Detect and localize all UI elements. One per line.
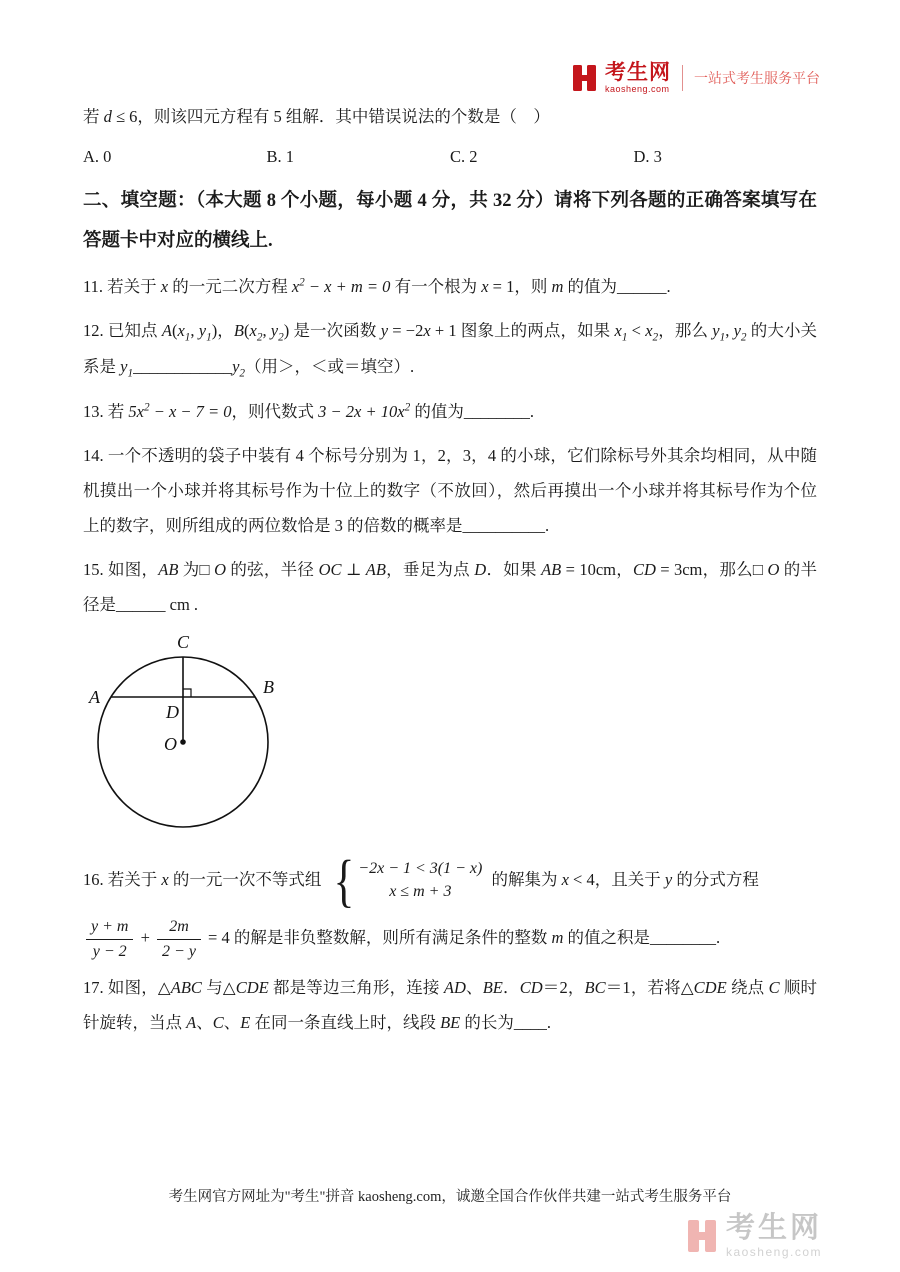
text-run: 的大小关系是 <box>83 320 818 376</box>
text-run: + 1 图象上的两点，如果 <box>430 320 615 340</box>
text-run: 的一元二次方程 <box>168 276 292 296</box>
text-run: )， <box>211 320 234 340</box>
text-run: + <box>136 927 155 947</box>
text-run: 13. 若 <box>83 402 129 422</box>
math-run: CDE <box>693 978 727 998</box>
circle-figure <box>83 632 817 841</box>
inequality-system <box>330 847 483 913</box>
brand-domain: kaosheng.com <box>605 84 670 94</box>
text-run: ≤ 6，则该四元方程有 5 组解．其中错误说法的个数是（ ） <box>111 107 550 126</box>
text-run: 的分式方程 <box>672 869 759 889</box>
math-run: AB <box>365 559 386 579</box>
fraction-numerator: 2m <box>157 916 201 940</box>
math-power: $10x^2$ <box>380 401 411 422</box>
system-rows <box>358 859 482 904</box>
brand-name: 考生网 <box>605 61 671 84</box>
text-run: 的一元一次不等式组 <box>168 869 326 889</box>
brand-header <box>572 62 820 94</box>
math-run: x <box>160 276 169 296</box>
math-run: x <box>481 276 489 296</box>
fraction-denominator: y − 2 <box>92 942 127 960</box>
text-run: （用＞，＜或＝填空）. <box>245 356 415 376</box>
label-O: O <box>164 733 177 754</box>
math-power: $5x^2$ <box>128 401 150 422</box>
question-16 <box>83 847 817 913</box>
watermark-brand: 考生网 <box>725 1212 822 1244</box>
math-subscript: $y_2$ <box>232 356 245 380</box>
label-C: C <box>176 631 190 652</box>
text-run: < <box>627 320 646 340</box>
math-run: CD <box>519 978 543 998</box>
text-run: ＝1，若将△ <box>605 978 694 998</box>
math-run: BE <box>482 978 503 998</box>
math-subscript: $y_1$ <box>712 320 726 344</box>
circle-diagram <box>83 632 295 836</box>
fraction <box>157 916 201 962</box>
system-row: −2x − 1 < 3(1 − x) <box>358 859 483 877</box>
text-run: 14. 一个不透明的袋子中装有 4 个标号分别为 1，2，3，4 的小球，它们除标号外其余均相同，从中随机摸出一个小球并将其标号作为十位上的数字（不放回），然后再摸出一个小球并将其标号作为个位上的数字，则所组成的两位数恰是 3 的倍数的概率是__________. <box>83 445 817 535</box>
fraction-numerator: y + m <box>86 916 133 940</box>
text-run: 都是等边三角形，连接 <box>268 978 444 998</box>
math-run: − x − 7 = 0 <box>149 402 232 422</box>
math-subscript: $y_2$ <box>733 320 747 344</box>
math-run: m <box>551 276 564 296</box>
text-run: = −2 <box>388 320 424 340</box>
kaosheng-logo-icon <box>572 64 598 92</box>
fraction-denominator: 2 − y <box>162 942 196 960</box>
question-12 <box>83 314 817 386</box>
math-run: AB <box>158 559 179 579</box>
question-13 <box>83 395 817 430</box>
math-run: y <box>664 869 673 889</box>
text-run: 顺时针旋转，当点 <box>83 978 818 1033</box>
text-run: = 10cm， <box>561 559 633 579</box>
text-run: ____________ <box>133 356 233 376</box>
label-A: A <box>89 686 100 707</box>
text-run: 15. 如图， <box>83 559 159 579</box>
text-run: < 4，且关于 <box>568 869 665 889</box>
text-run: 与△ <box>201 978 236 998</box>
system-row: x ≤ m + 3 <box>389 883 452 901</box>
math-run: CD <box>632 559 656 579</box>
text-run: 、 <box>196 1013 213 1033</box>
math-run: x <box>161 869 169 889</box>
math-run: x <box>561 869 569 889</box>
text-run: 的解集为 <box>487 869 562 889</box>
text-run: ⊥ <box>341 559 366 579</box>
kaosheng-watermark-icon <box>687 1219 717 1253</box>
text-run: 16. 若关于 <box>83 869 162 889</box>
footer-text: 考生网官方网址为"考生"拼音 kaosheng.com，诚邀全国合作伙伴共建一站式考生服务平台 <box>168 1189 732 1205</box>
page-footer <box>0 1185 900 1206</box>
watermark <box>687 1214 822 1258</box>
text-run: 若 <box>83 107 104 126</box>
text-run: ． <box>502 978 520 998</box>
options-row <box>83 144 817 170</box>
text-run: ＝2， <box>542 978 585 998</box>
brand-divider <box>682 65 683 91</box>
text-run: 12. 已知点 <box>83 320 162 340</box>
option-c: C. 2 <box>450 146 478 166</box>
text-run: 在同一条直线上时，线段 <box>250 1013 441 1033</box>
math-run: m <box>551 927 564 947</box>
math-run: CDE <box>235 978 269 998</box>
math-run: C <box>768 978 780 998</box>
text-run: = 3cm，那么□ <box>655 559 768 579</box>
math-run: O <box>767 559 780 579</box>
right-angle-mark <box>183 689 191 697</box>
text-run: ．如果 <box>486 559 542 579</box>
text-run: = 4 的解是非负整数解，则所有满足条件的整数 <box>203 927 552 947</box>
math-run: C <box>212 1013 224 1033</box>
text-run: 的值为______. <box>563 276 671 296</box>
math-power: $x^2$ <box>291 276 305 296</box>
math-run: A <box>161 320 172 340</box>
math-run: − x + m = 0 <box>304 276 391 296</box>
label-B: B <box>263 676 274 697</box>
exam-content <box>83 100 817 1050</box>
text-run: 、 <box>465 978 483 998</box>
fraction <box>86 916 133 962</box>
section-heading: 二、填空题：（本大题 8 个小题，每小题 4 分，共 32 分）请将下列各题的正确答案填写在答题卡中对应的横线上. <box>83 191 817 252</box>
text-run: 为□ <box>178 559 215 579</box>
question-17 <box>83 971 817 1041</box>
math-run: x <box>423 320 431 340</box>
text-run: , <box>725 320 734 340</box>
math-run: OC <box>318 559 342 579</box>
math-subscript: $x_2$ <box>249 320 263 344</box>
watermark-domain: kaosheng.com <box>725 1245 822 1259</box>
math-subscript: $y_1$ <box>198 320 212 344</box>
text-run: , <box>262 320 271 340</box>
option-b: B. 1 <box>266 146 295 166</box>
question-11 <box>83 270 817 305</box>
center-dot <box>180 739 186 745</box>
watermark-text-block <box>726 1214 822 1258</box>
math-run: D <box>474 559 487 579</box>
math-run: BE <box>440 1013 461 1033</box>
math-subscript: $y_1$ <box>120 356 134 380</box>
math-run: O <box>214 559 227 579</box>
option-a: A. 0 <box>83 146 112 166</box>
text-run: = 1，则 <box>488 276 552 296</box>
text-run: 的值之积是________. <box>563 927 721 947</box>
text-run: , <box>190 320 199 340</box>
brand-text-block <box>605 62 671 94</box>
text-run: 11. 若关于 <box>83 276 161 296</box>
text-run: ( <box>244 320 250 340</box>
option-d: D. 3 <box>633 146 662 166</box>
text-run: 的半径是______ cm . <box>83 559 818 614</box>
text-run: 绕点 <box>726 978 769 998</box>
text-run: 、 <box>223 1013 241 1033</box>
math-subscript: $x_1$ <box>177 320 191 344</box>
math-run: d <box>103 107 112 126</box>
text-run: 有一个根为 <box>390 276 482 296</box>
math-run: A <box>186 1013 197 1033</box>
math-subscript: $x_2$ <box>645 320 659 344</box>
text-run: ( <box>171 320 178 340</box>
math-run: BC <box>584 978 606 998</box>
brand-tagline: 一站式考生服务平台 <box>694 70 820 86</box>
text-run: ，垂足为点 <box>385 559 475 579</box>
text-run: 17. 如图，△ <box>83 978 171 998</box>
math-run: ABC <box>170 978 202 998</box>
text-run: 的值为________. <box>410 402 534 422</box>
question-14 <box>83 439 817 544</box>
math-run: E <box>240 1013 251 1033</box>
math-run: AB <box>541 559 562 579</box>
math-run: AD <box>443 978 466 998</box>
text-run: 的长为____. <box>460 1013 551 1033</box>
math-run: B <box>233 320 244 340</box>
text-run: ) 是一次函数 <box>283 320 381 340</box>
text-run: ，则代数式 <box>231 402 319 422</box>
question-15 <box>83 553 817 623</box>
text-run: 的弦，半径 <box>226 559 319 579</box>
left-brace-icon: { <box>333 847 355 913</box>
math-subscript: $y_2$ <box>270 320 284 344</box>
label-D: D <box>166 701 179 722</box>
math-run: 3 − 2x + <box>318 402 381 422</box>
text-run: ，那么 <box>658 320 713 340</box>
math-run: y <box>380 320 389 340</box>
question-10-tail <box>83 100 817 135</box>
math-subscript: $x_1$ <box>614 320 628 344</box>
question-16-continued <box>83 916 817 962</box>
